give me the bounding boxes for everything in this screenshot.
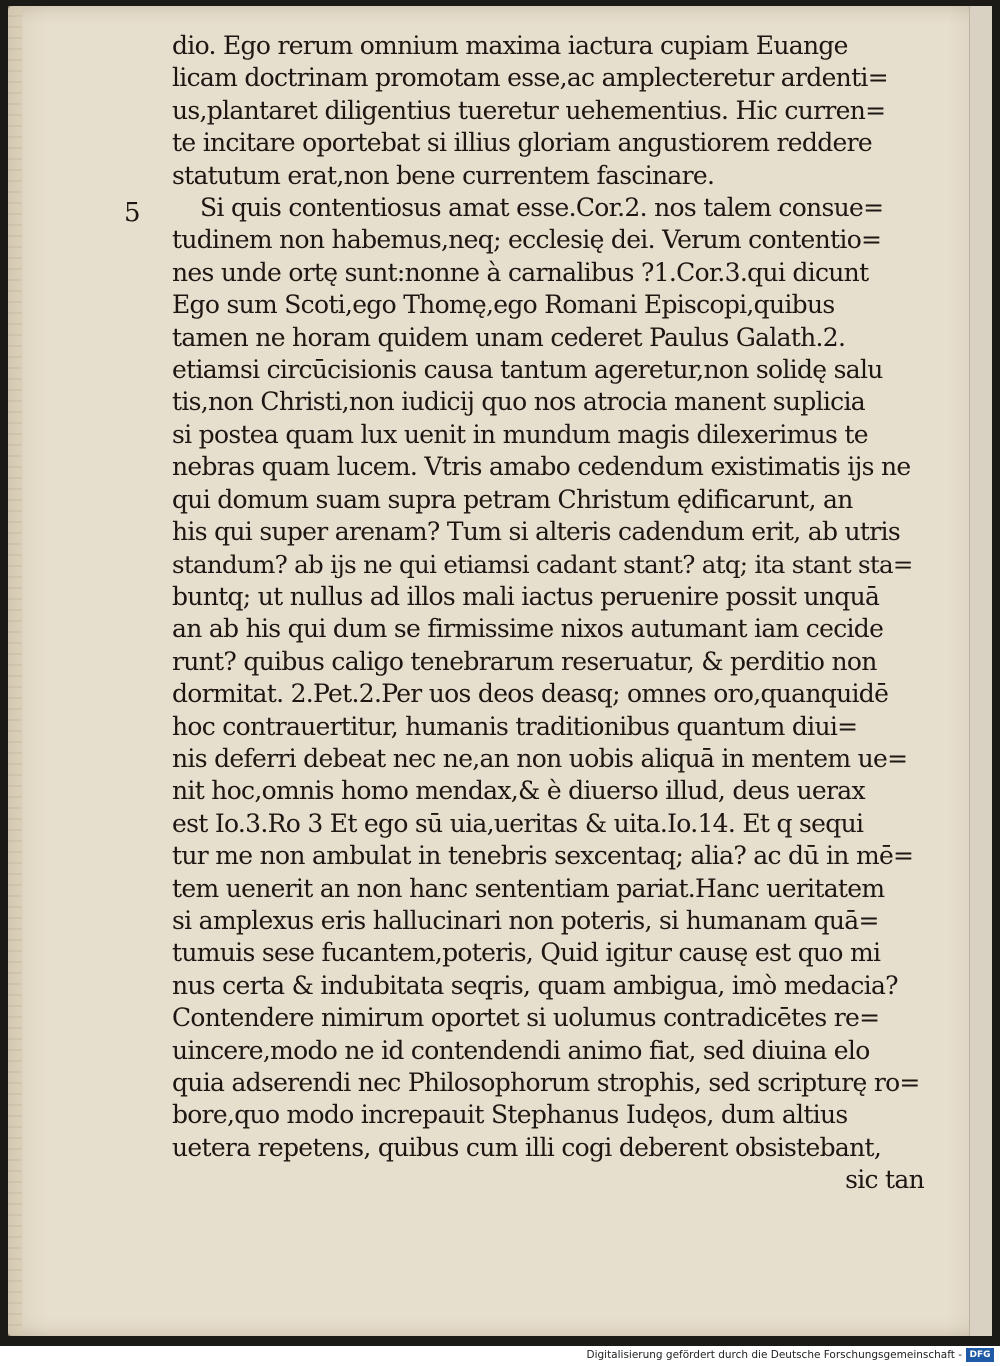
text-line: his qui super arenam? Tum si alteris cadendum erit, ab utris bbox=[172, 517, 900, 547]
text-line: uincere,modo ne id contendendi animo fiat, sed diuina elo bbox=[172, 1035, 870, 1065]
text-line: Ego sum Scoti,ego Thomę,ego Romani Episcopi,quibus bbox=[172, 290, 835, 320]
text-line: est Io.3.Ro 3 Et ego sū uia,ueritas & uita.Io.14. Et q sequi bbox=[172, 808, 864, 838]
text-line: dormitat. 2.Pet.2.Per uos deos deasq; omnes oro,quanquidē bbox=[172, 679, 889, 709]
text-line: tis,non Christi,non iudicij quo nos atrocia manent suplicia bbox=[172, 387, 865, 417]
text-line: runt? quibus caligo tenebrarum reseruatur, & perditio non bbox=[172, 646, 877, 676]
text-line: tudinem non habemus,neq; ecclesię dei. Verum contentio= bbox=[172, 225, 882, 255]
text-line: statutum erat,non bene currentem fascinare. bbox=[172, 160, 715, 190]
text-line: tur me non ambulat in tenebris sexcentaq; alia? ac dū in mē= bbox=[172, 841, 914, 871]
text-line: hoc contrauertitur, humanis traditionibus quantum diui= bbox=[172, 711, 858, 741]
text-line: nit hoc,omnis homo mendax,& è diuerso illud, deus uerax bbox=[172, 776, 865, 806]
text-line: qui domum suam supra petram Christum ędificarunt, an bbox=[172, 484, 853, 514]
text-line: te incitare oportebat si illius gloriam angustiorem reddere bbox=[172, 128, 872, 158]
text-line: us,plantaret diligentius tueretur uehementius. Hic curren= bbox=[172, 95, 886, 125]
text-line: tamen ne horam quidem unam cederet Paulus Galath.2. bbox=[172, 322, 846, 352]
text-line: dio. Ego rerum omnium maxima iactura cupiam Euange bbox=[172, 31, 848, 60]
text-line: nis deferri debeat nec ne,an non uobis aliquā in mentem ue= bbox=[172, 743, 908, 773]
text-line: tem uenerit an non hanc sententiam pariat.Hanc ueritatem bbox=[172, 873, 885, 903]
text-line: tumuis sese fucantem,poteris, Quid igitur causę est quo mi bbox=[172, 938, 881, 968]
text-line: nus certa & indubitata seqris, quam ambigua, imò medacia? bbox=[172, 970, 898, 1000]
text-line: buntq; ut nullus ad illos mali iactus peruenire possit unquā bbox=[172, 581, 880, 611]
text-line: nebras quam lucem. Vtris amabo cedendum existimatis ijs ne bbox=[172, 452, 911, 482]
text-block bbox=[172, 30, 924, 1197]
footer-credit: Digitalisierung gefördert durch die Deutsche Forschungsgemeinschaft - bbox=[586, 1349, 962, 1361]
page-edge-shadow bbox=[8, 6, 22, 1336]
text-line: si postea quam lux uenit in mundum magis dilexerimus te bbox=[172, 419, 868, 449]
text-line: Si quis contentiosus amat esse.Cor.2. nos talem consue= bbox=[200, 193, 884, 223]
text-line: uetera repetens, quibus cum illi cogi deberent obsistebant, bbox=[172, 1132, 882, 1162]
text-line: bore,quo modo increpauit Stephanus Iudęos, dum altius bbox=[172, 1100, 848, 1130]
margin-mark: 5 bbox=[124, 198, 141, 228]
text-line: quia adserendi nec Philosophorum strophis, sed scripturę ro= bbox=[172, 1068, 920, 1097]
text-line: an ab his qui dum se firmissime nixos autumant iam cecide bbox=[172, 614, 884, 644]
text-line: nes unde ortę sunt:nonne à carnalibus ?1.Cor.3.qui dicunt bbox=[172, 257, 869, 287]
text-line: standum? ab ijs ne qui etiamsi cadant stant? atq; ita stant sta= bbox=[172, 549, 913, 579]
dfg-logo-icon[interactable]: DFG bbox=[966, 1348, 994, 1362]
catchword: sic tan bbox=[845, 1165, 924, 1195]
text-line: si amplexus eris hallucinari non poteris, si humanam quā= bbox=[172, 905, 879, 935]
footer-bar bbox=[0, 1346, 1000, 1366]
text-line: licam doctrinam promotam esse,ac amplecteretur ardenti= bbox=[172, 63, 888, 93]
text-line: etiamsi circūcisionis causa tantum ageretur,non solidę salu bbox=[172, 355, 883, 385]
page-right-edge bbox=[969, 6, 992, 1336]
text-line: Contendere nimirum oportet si uolumus contradicētes re= bbox=[172, 1003, 880, 1033]
